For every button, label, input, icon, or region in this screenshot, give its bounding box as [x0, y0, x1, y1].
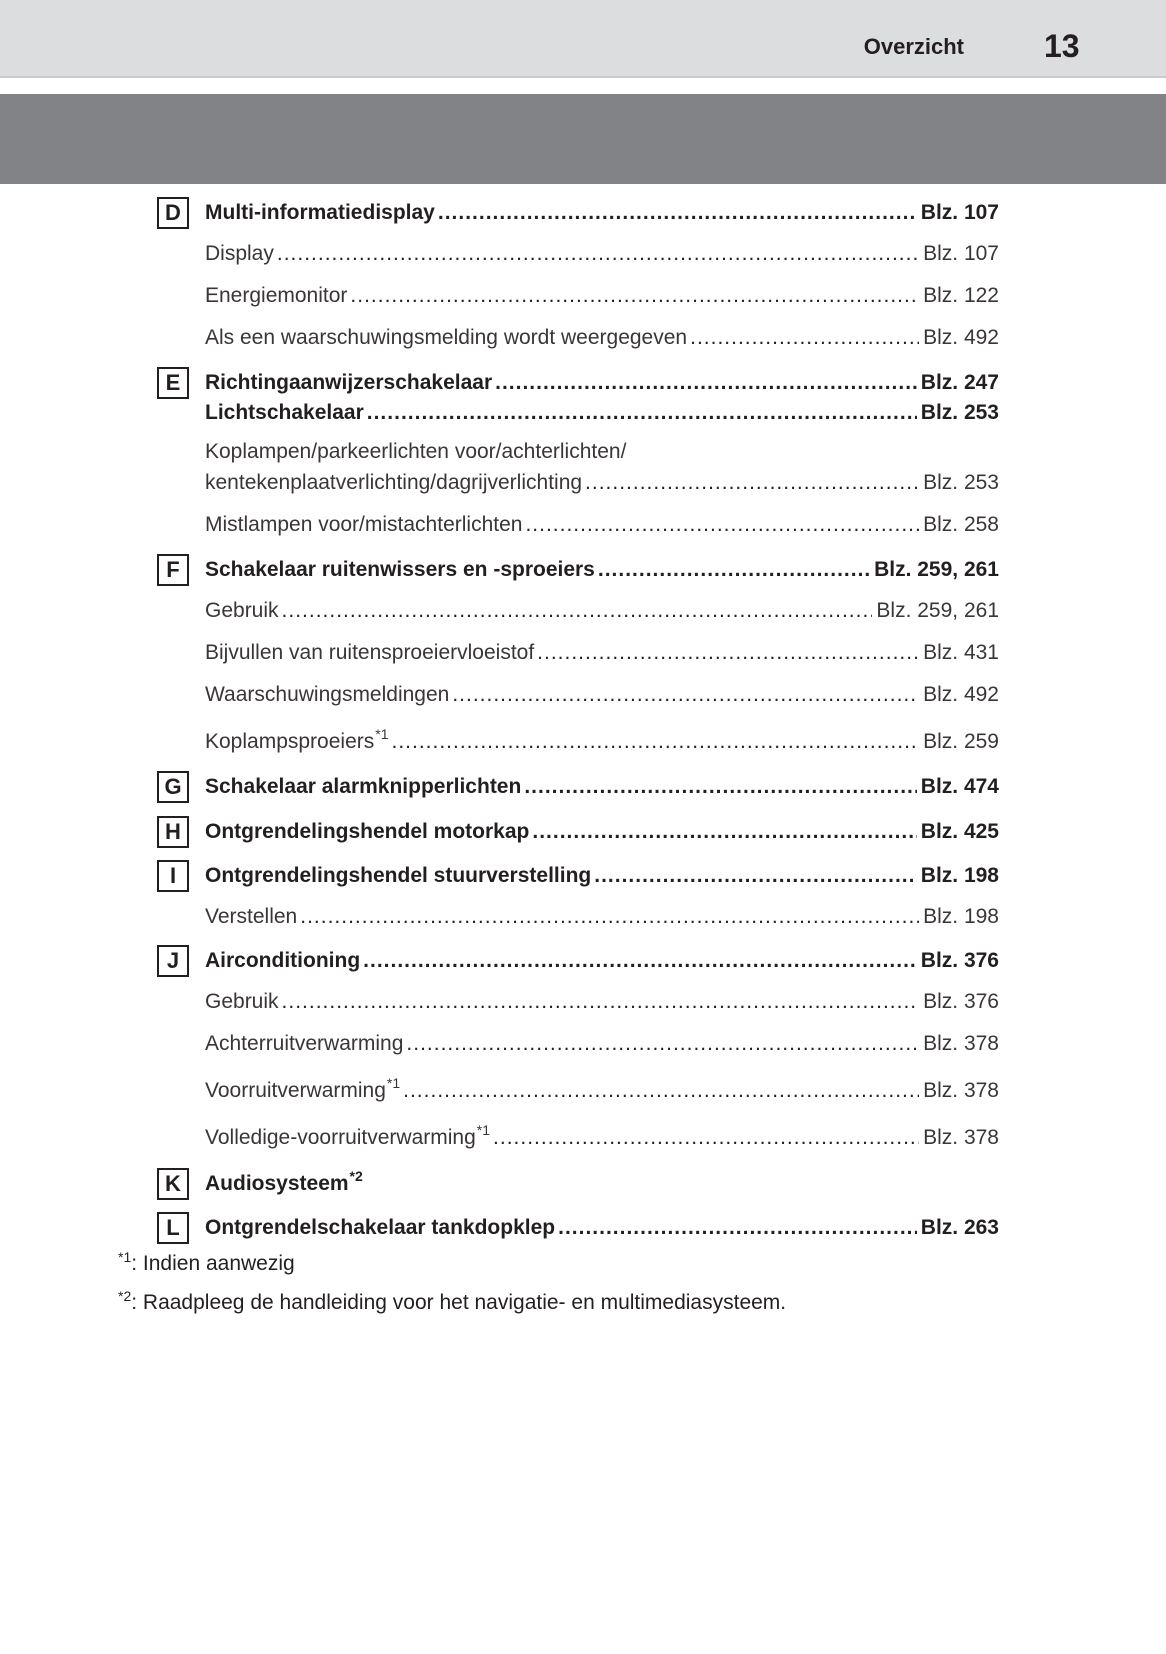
toc-entry: Ontgrendelschakelaar tankdopklep ..... Blz. 263: [205, 1215, 999, 1241]
letter-box-f: F: [157, 554, 189, 586]
toc-subentry: Display ..... Blz. 107: [205, 241, 999, 267]
footnote-ref: *1: [386, 1075, 401, 1091]
letter-box-h: H: [157, 816, 189, 848]
letter-box-g: G: [157, 771, 189, 803]
toc-entry: Schakelaar ruitenwissers en -sproeiers ..... Blz. 259, 261: [205, 557, 999, 583]
footnote-ref: *1: [375, 726, 389, 742]
toc-entry: Airconditioning ..... Blz. 376: [205, 948, 999, 974]
toc-entry: Schakelaar alarmknipperlichten ..... Blz. 474: [205, 774, 999, 800]
toc-subentry: Waarschuwingsmeldingen ..... Blz. 492: [205, 682, 999, 708]
letter-box-l: L: [157, 1212, 189, 1244]
toc-subentry: kentekenplaatverlichting/dagrijverlichting ..... Blz. 253: [205, 470, 999, 496]
toc-entry: Richtingaanwijzerschakelaar ..... Blz. 247: [205, 370, 999, 396]
toc-subentry: Gebruik ..... Blz. 259, 261: [205, 598, 999, 624]
letter-box-j: J: [157, 945, 189, 977]
letter-box-k: K: [157, 1168, 189, 1200]
toc-subentry: Bijvullen van ruitensproeiervloeistof ..... Blz. 431: [205, 640, 999, 666]
header-band: [0, 0, 1166, 78]
toc-subentry: Volledige-voorruitverwarming$^{*1}$ ..... Blz. 378: [205, 1125, 999, 1152]
toc-subentry: Achterruitverwarming ..... Blz. 378: [205, 1031, 999, 1057]
toc-subentry: Energiemonitor ..... Blz. 122: [205, 283, 999, 309]
toc-subentry: Mistlampen voor/mistachterlichten ..... Blz. 258: [205, 512, 999, 538]
toc-entry: Lichtschakelaar ..... Blz. 253: [205, 400, 999, 426]
toc-entry: Multi-informatiedisplay ..... Blz. 107: [205, 200, 999, 226]
footnote: $^{*2}$: Raadpleeg de handleiding voor het navigatie- en multimediasysteem.: [118, 1288, 787, 1314]
gray-banner: [0, 94, 1166, 184]
toc-subentry: Verstellen ..... Blz. 198: [205, 904, 999, 930]
toc-entry: Ontgrendelingshendel motorkap ..... Blz. 425: [205, 819, 999, 845]
letter-box-i: I: [157, 860, 189, 892]
toc-subentry: Als een waarschuwingsmelding wordt weergegeven ..... Blz. 492: [205, 325, 999, 351]
toc-subentry: Koplampsproeiers$^{*1}$ ..... Blz. 259: [205, 729, 999, 756]
toc-subentry-line: Koplampen/parkeerlichten voor/achterlichten/: [205, 440, 627, 463]
toc-entry: Audiosysteem$^{*2}$: [205, 1168, 363, 1195]
letter-box-e: E: [157, 367, 189, 399]
footnote-ref: *1: [476, 1122, 491, 1138]
section-title: Overzicht: [863, 34, 964, 59]
footnote-ref: *2: [349, 1168, 363, 1184]
page-number: 13: [1044, 28, 1080, 64]
toc-subentry: Gebruik ..... Blz. 376: [205, 989, 999, 1015]
letter-box-d: D: [157, 197, 189, 229]
toc-subentry: Voorruitverwarming$^{*1}$ ..... Blz. 378: [205, 1078, 999, 1105]
footnote: $^{*1}$: Indien aanwezig: [118, 1249, 295, 1275]
toc-entry: Ontgrendelingshendel stuurverstelling ..... Blz. 198: [205, 863, 999, 889]
